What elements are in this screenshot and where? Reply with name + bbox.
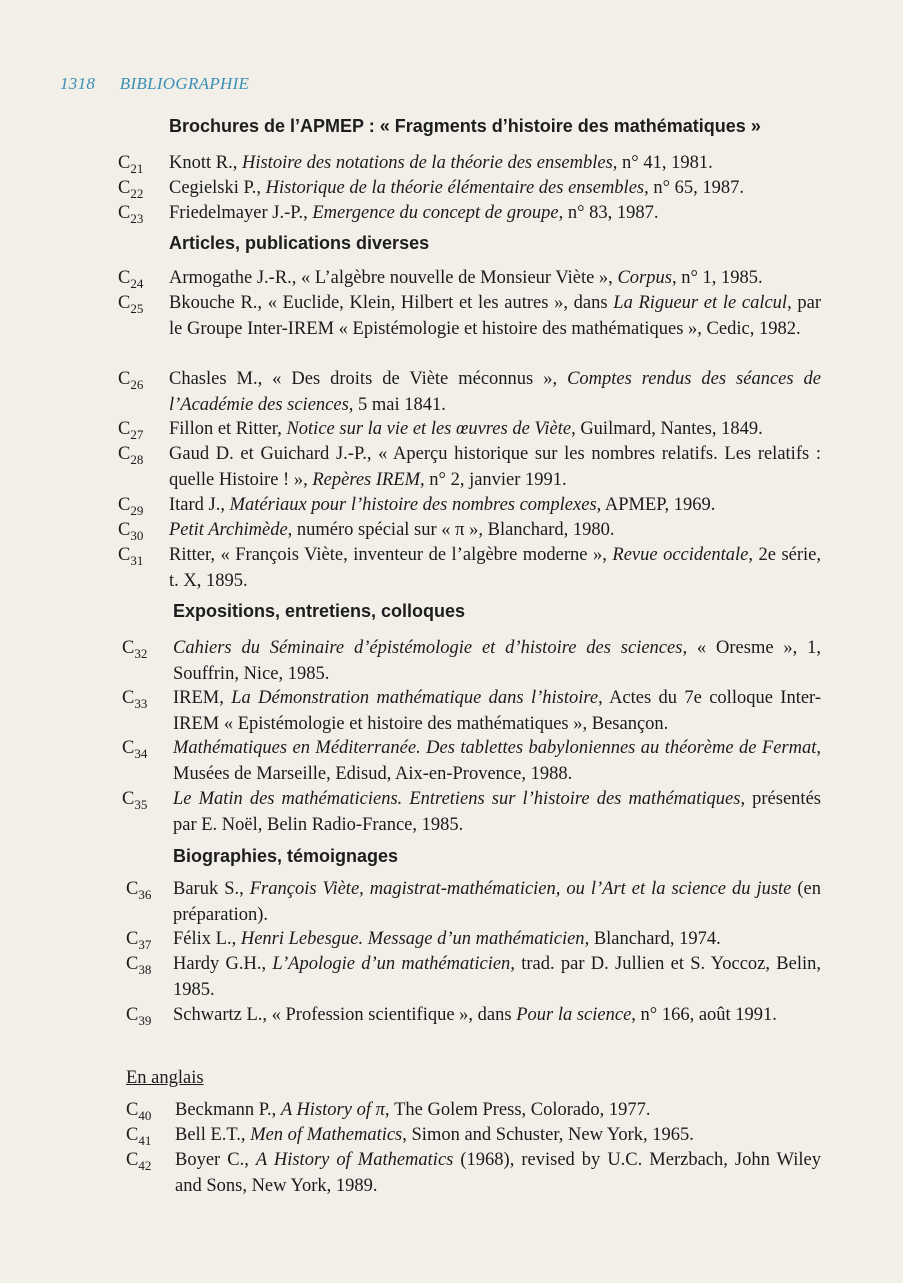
entry-detail: , Actes du 7e colloque Inter-IREM « Epistémologie et histoire des mathématiques », Besançon. bbox=[173, 688, 821, 734]
entry-code-number: 37 bbox=[138, 937, 152, 952]
entry-detail: IREM, bbox=[173, 688, 232, 708]
entry-code bbox=[122, 786, 147, 818]
entry-title: Mathématiques en Méditerranée. Des tablettes babyloniennes au théorème de Fermat bbox=[173, 738, 817, 758]
section-heading: Expositions, entretiens, colloques bbox=[173, 601, 466, 621]
entry-code bbox=[118, 366, 143, 398]
entry-code-letter: C bbox=[126, 929, 139, 949]
entry-text bbox=[169, 542, 821, 594]
entry-code-letter: C bbox=[118, 203, 131, 223]
entry-title: A History of Mathematics bbox=[255, 1150, 454, 1170]
entry-detail: Bell E.T., bbox=[175, 1125, 251, 1145]
entry-title: L’Apologie d’un mathématicien bbox=[272, 954, 511, 974]
entry-detail: , n° 1, 1985. bbox=[671, 268, 763, 288]
entry-code-number: 32 bbox=[134, 646, 148, 661]
entry-code-number: 41 bbox=[138, 1133, 152, 1148]
entry-code-number: 40 bbox=[138, 1108, 152, 1123]
entry-detail: Cegielski P., bbox=[169, 178, 266, 198]
entry-text bbox=[173, 876, 821, 928]
entry-code-number: 24 bbox=[130, 276, 144, 291]
entry-code-letter: C bbox=[118, 153, 131, 173]
entry-detail: Félix L., bbox=[173, 929, 241, 949]
entry-title: Comptes rendus des séances de l’Académie des sciences bbox=[169, 369, 821, 415]
entry-title: La Démonstration mathématique dans l’histoire bbox=[231, 688, 599, 708]
entry-detail: , n° 166, août 1991. bbox=[631, 1005, 777, 1025]
bleed-through-decoration bbox=[832, 150, 892, 210]
section-heading: Brochures de l’APMEP : « Fragments d’histoire des mathématiques » bbox=[169, 116, 761, 136]
section-heading: Articles, publications diverses bbox=[169, 233, 430, 253]
entry-code-number: 26 bbox=[130, 377, 144, 392]
section-heading: Biographies, témoignages bbox=[173, 846, 399, 866]
entry-text bbox=[173, 635, 821, 687]
entry-text bbox=[169, 517, 821, 543]
entry-code bbox=[126, 1147, 151, 1179]
entry-detail: Friedelmayer J.-P., bbox=[169, 203, 313, 223]
entry-detail: , trad. par D. Jullien et S. Yoccoz, Belin, 1985. bbox=[173, 954, 821, 1000]
entry-detail: , n° 83, 1987. bbox=[558, 203, 659, 223]
section-heading: En anglais bbox=[126, 1068, 204, 1088]
entry-code-number: 27 bbox=[130, 427, 144, 442]
entry-code bbox=[122, 735, 147, 767]
entry-detail: , n° 65, 1987. bbox=[644, 178, 745, 198]
entry-title: Cahiers du Séminaire d’épistémologie et d’histoire des sciences bbox=[173, 638, 683, 658]
entry-code-letter: C bbox=[122, 789, 135, 809]
entry-title: Men of Mathematics bbox=[250, 1125, 403, 1145]
entry-text bbox=[175, 1122, 821, 1148]
entry-code-number: 36 bbox=[138, 887, 152, 902]
entry-title: Matériaux pour l’histoire des nombres complexes bbox=[229, 495, 597, 515]
running-header bbox=[60, 74, 249, 94]
entry-code-number: 38 bbox=[138, 962, 152, 977]
entry-code-letter: C bbox=[118, 178, 131, 198]
entry-title: Le Matin des mathématiciens. Entretiens sur l’histoire des mathématiques bbox=[173, 789, 741, 809]
entry-title: Henri Lebesgue. Message d’un mathématicien bbox=[240, 929, 585, 949]
entry-code-number: 33 bbox=[134, 696, 148, 711]
entry-title: Pour la science bbox=[516, 1005, 632, 1025]
entry-text bbox=[169, 366, 821, 418]
entry-detail: , The Golem Press, Colorado, 1977. bbox=[384, 1100, 651, 1120]
entry-code bbox=[118, 542, 143, 574]
entry-text bbox=[173, 735, 821, 787]
entry-code-letter: C bbox=[118, 419, 131, 439]
entry-code-number: 28 bbox=[130, 452, 144, 467]
entry-text bbox=[175, 1147, 821, 1199]
header-title: BIBLIOGRAPHIE bbox=[119, 74, 250, 93]
entry-code-letter: C bbox=[122, 738, 135, 758]
entry-detail: Fillon et Ritter, bbox=[169, 419, 287, 439]
entry-code bbox=[118, 200, 143, 232]
entry-detail: Armogathe J.-R., « L’algèbre nouvelle de Monsieur Viète », bbox=[169, 268, 618, 288]
entry-code bbox=[122, 685, 147, 717]
entry-detail: Baruk S., bbox=[173, 879, 250, 899]
entry-title: Emergence du concept de groupe bbox=[312, 203, 559, 223]
entry-code-letter: C bbox=[126, 954, 139, 974]
entry-code-letter: C bbox=[126, 1125, 139, 1145]
entry-code-letter: C bbox=[118, 495, 131, 515]
entry-code-number: 39 bbox=[138, 1013, 152, 1028]
entry-detail: Itard J., bbox=[169, 495, 230, 515]
entry-code-number: 25 bbox=[130, 301, 144, 316]
entry-code-number: 35 bbox=[134, 797, 148, 812]
entry-code bbox=[126, 1002, 151, 1034]
entry-code-number: 30 bbox=[130, 528, 144, 543]
entry-code-letter: C bbox=[122, 688, 135, 708]
entry-code-letter: C bbox=[118, 444, 131, 464]
entry-detail: , Musées de Marseille, Edisud, Aix-en-Provence, 1988. bbox=[173, 738, 821, 784]
entry-detail: , Blanchard, 1974. bbox=[584, 929, 721, 949]
entry-code-number: 42 bbox=[138, 1158, 152, 1173]
entry-detail: , APMEP, 1969. bbox=[596, 495, 716, 515]
entry-title: Histoire des notations de la théorie des ensembles bbox=[241, 153, 613, 173]
entry-title: Corpus bbox=[617, 268, 672, 288]
entry-title: La Rigueur et le calcul bbox=[613, 293, 788, 313]
entry-text bbox=[173, 926, 821, 952]
entry-detail: Boyer C., bbox=[175, 1150, 256, 1170]
entry-detail: Beckmann P., bbox=[175, 1100, 281, 1120]
entry-code-number: 31 bbox=[130, 553, 144, 568]
entry-title: Revue occidentale bbox=[612, 545, 749, 565]
entry-text bbox=[169, 150, 821, 176]
entry-code-letter: C bbox=[118, 268, 131, 288]
entry-code-letter: C bbox=[126, 879, 139, 899]
entry-code-number: 34 bbox=[134, 746, 148, 761]
entry-code-letter: C bbox=[126, 1005, 139, 1025]
entry-code-letter: C bbox=[118, 520, 131, 540]
entry-text bbox=[169, 416, 821, 442]
entry-text bbox=[169, 492, 821, 518]
entry-detail: , 5 mai 1841. bbox=[348, 395, 446, 415]
entry-title: Repères IREM bbox=[312, 470, 421, 490]
entry-code-number: 29 bbox=[130, 503, 144, 518]
entry-detail: , numéro spécial sur « π », Blanchard, 1980. bbox=[287, 520, 615, 540]
page-number: 1318 bbox=[60, 74, 96, 93]
entry-code bbox=[118, 441, 143, 473]
entry-code bbox=[126, 876, 151, 908]
entry-detail: , « Oresme », 1, Souffrin, Nice, 1985. bbox=[173, 638, 821, 684]
entry-detail: Chasles M., « Des droits de Viète méconnus », bbox=[169, 369, 568, 389]
entry-detail: , présentés par E. Noël, Belin Radio-France, 1985. bbox=[173, 789, 821, 835]
entry-code-letter: C bbox=[118, 293, 131, 313]
entry-detail: , Guilmard, Nantes, 1849. bbox=[571, 419, 763, 439]
entry-detail: Ritter, « François Viète, inventeur de l’algèbre moderne », bbox=[169, 545, 613, 565]
entry-code bbox=[122, 635, 147, 667]
entry-code-letter: C bbox=[118, 545, 131, 565]
entry-title: Historique de la théorie élémentaire des ensembles bbox=[265, 178, 645, 198]
entry-text bbox=[173, 1002, 821, 1028]
entry-detail: , 2e série, t. X, 1895. bbox=[169, 545, 821, 591]
entry-text bbox=[169, 175, 821, 201]
entry-code-number: 21 bbox=[130, 161, 144, 176]
entry-code-letter: C bbox=[118, 369, 131, 389]
entry-text bbox=[169, 200, 821, 226]
entry-detail: , Simon and Schuster, New York, 1965. bbox=[402, 1125, 694, 1145]
entry-text bbox=[169, 290, 821, 342]
entry-title: François Viète, magistrat-mathématicien, ou l’Art et la science du juste bbox=[249, 879, 792, 899]
entry-code-number: 23 bbox=[130, 211, 144, 226]
entry-detail: (en préparation). bbox=[173, 879, 822, 925]
entry-code-letter: C bbox=[126, 1100, 139, 1120]
entry-detail: , par le Groupe Inter-IREM « Epistémologie et histoire des mathématiques », Cedic, 1982. bbox=[169, 293, 822, 339]
entry-detail: Hardy G.H., bbox=[173, 954, 273, 974]
entry-text bbox=[173, 786, 821, 838]
entry-title: Petit Archimède bbox=[169, 520, 288, 540]
entry-detail: Schwartz L., « Profession scientifique », dans bbox=[173, 1005, 517, 1025]
entry-title: Notice sur la vie et les œuvres de Viète bbox=[286, 419, 572, 439]
entry-detail: (1968), revised by U.C. Merzbach, John Wiley and Sons, New York, 1989. bbox=[175, 1150, 821, 1196]
entry-code-number: 22 bbox=[130, 186, 144, 201]
entry-text bbox=[169, 441, 821, 493]
entry-code bbox=[126, 951, 151, 983]
entry-code-letter: C bbox=[122, 638, 135, 658]
entry-code-letter: C bbox=[126, 1150, 139, 1170]
entry-text bbox=[173, 685, 821, 737]
entry-detail: Knott R., bbox=[169, 153, 242, 173]
entry-text bbox=[169, 265, 821, 291]
entry-text bbox=[173, 951, 821, 1003]
entry-code bbox=[118, 290, 143, 322]
entry-detail: Gaud D. et Guichard J.-P., « Aperçu historique sur les nombres relatifs. Les relatifs : quelle Histoire ! », bbox=[169, 444, 821, 490]
entry-detail: Bkouche R., « Euclide, Klein, Hilbert et les autres », dans bbox=[169, 293, 614, 313]
entry-detail: , n° 41, 1981. bbox=[612, 153, 713, 173]
entry-title: A History of π bbox=[280, 1100, 385, 1120]
entry-text bbox=[175, 1097, 821, 1123]
entry-detail: , n° 2, janvier 1991. bbox=[420, 470, 567, 490]
